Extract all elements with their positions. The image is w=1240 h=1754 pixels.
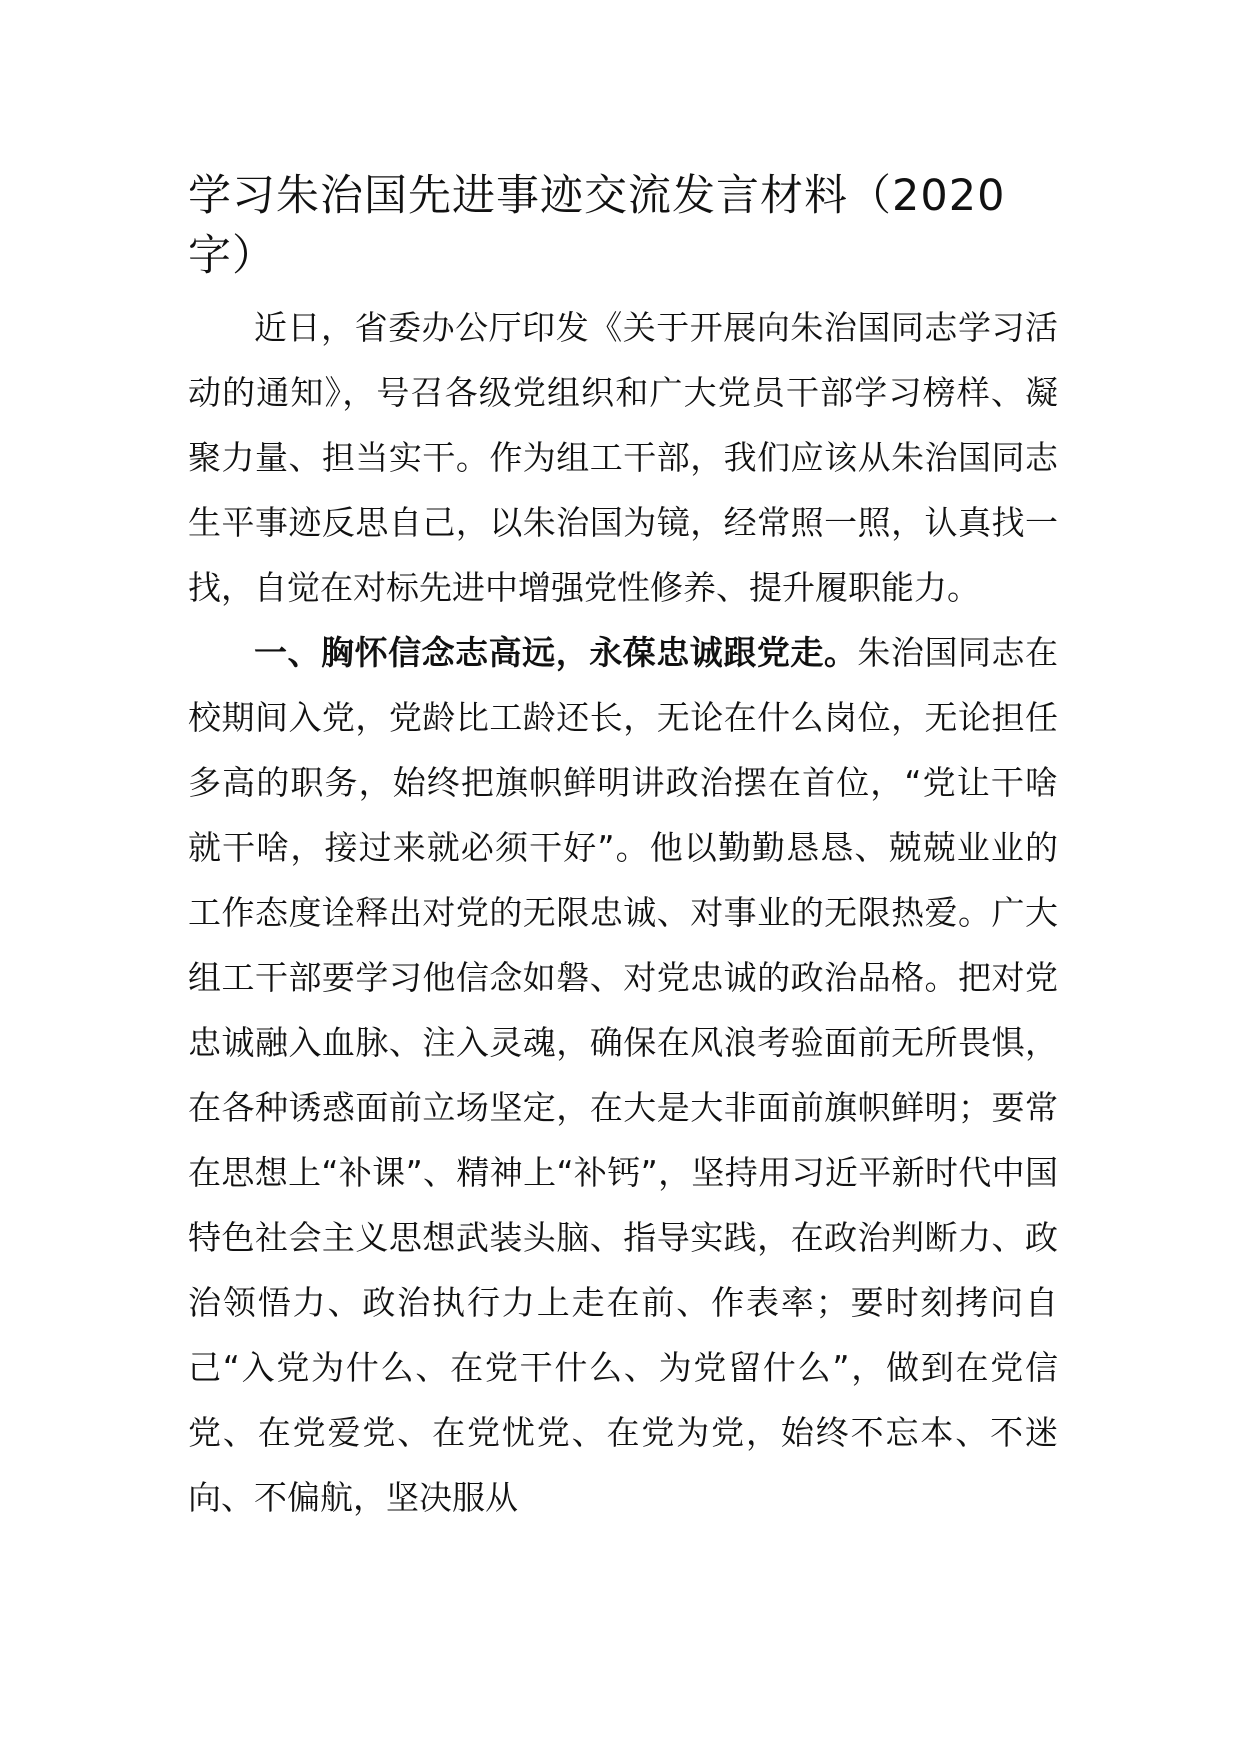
document-body <box>188 295 1058 1530</box>
section-one-heading: 一、胸怀信念志高远，永葆忠诚跟党走。 <box>254 633 858 672</box>
paragraph-intro <box>188 295 1058 620</box>
document-title: 学习朱治国先进事迹交流发言材料（2020字） <box>188 171 1006 281</box>
paragraph-section-one <box>188 620 1058 1530</box>
section-one-text: 朱治国同志在校期间入党，党龄比工龄还长，无论在什么岗位，无论担任多高的职务，始终把旗帜鲜明讲政治摆在首位，“党让干啥就干啥，接过来就必须干好”。他以勤勤恳恳、兢兢业业的工作态度诠释出对党的无限忠诚、对事业的无限热爱。广大组工干部要学习他信念如磐、对党忠诚的政治品格。把对党忠诚融入血脉、注入灵魂，确保在风浪考验面前无所畏惧，在各种诱惑面前立场坚定，在大是大非面前旗帜鲜明；要常在思想上“补课”、精神上“补钙”，坚持用习近平新时代中国特色社会主义思想武装头脑、指导实践，在政治判断力、政治领悟力、政治执行力上走在前、作表率；要时刻拷问自己“入党为什么、在党干什么、为党留什么”，做到在党信党、在党爱党、在党忧党、在党为党，始终不忘本、不迷向、不偏航，坚决服从 <box>188 633 1059 1517</box>
paragraph-intro-text: 近日，省委办公厅印发《关于开展向朱治国同志学习活动的通知》，号召各级党组织和广大党员干部学习榜样、凝聚力量、担当实干。作为组工干部，我们应该从朱治国同志生平事迹反思自己，以朱治国为镜，经常照一照，认真找一找，自觉在对标先进中增强党性修养、提升履职能力。 <box>188 308 1058 607</box>
